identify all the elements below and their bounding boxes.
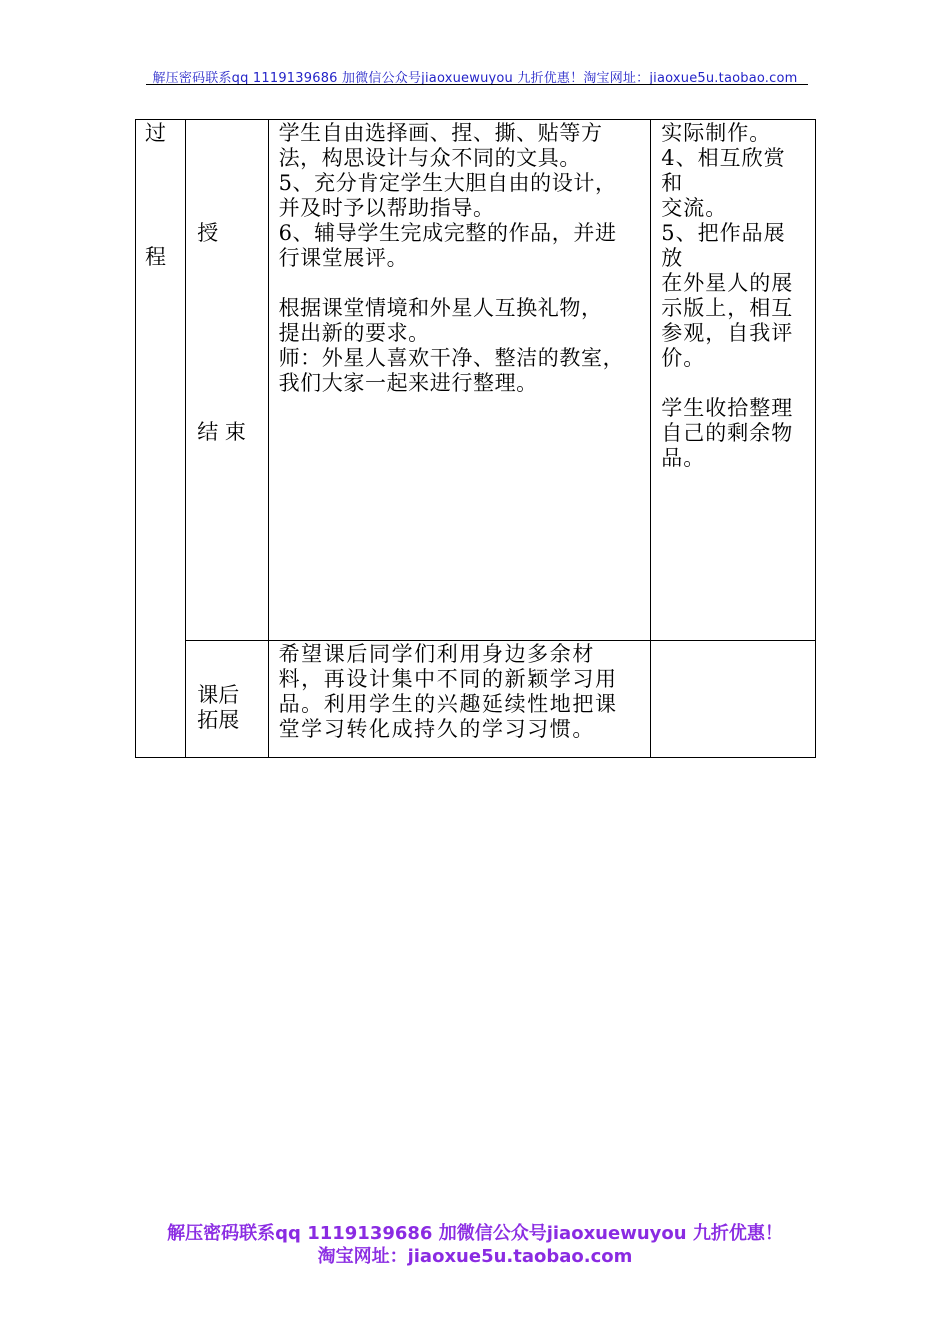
extend-activity-cell — [268, 641, 651, 758]
student-line: 价。 — [661, 346, 706, 370]
extend-line: 品。利用学生的兴趣延续性地把课 — [278, 692, 618, 716]
stage-extend-label-1: 课后 — [197, 683, 240, 707]
student-line: 交流。 — [661, 196, 728, 220]
student-line: 学生收拾整理 — [661, 396, 794, 420]
table-row-extend — [136, 641, 816, 758]
stage-extend-label-2: 拓展 — [197, 708, 240, 732]
teacher-line: 5、充分肯定学生大胆自由的设计， — [278, 171, 617, 195]
extend-line: 堂学习转化成持久的学习习惯。 — [278, 717, 595, 741]
student-line: 参观，自我评 — [661, 321, 794, 345]
teacher-line: 提出新的要求。 — [278, 321, 430, 345]
teacher-line: 根据课堂情境和外星人互换礼物， — [278, 296, 603, 320]
empty-cell — [651, 641, 816, 758]
lesson-plan-table — [135, 119, 816, 758]
student-line: 在外星人的展 — [661, 271, 794, 295]
header-watermark: 解压密码联系qq 1119139686 加微信公众号jiaoxuewuyou 九折优惠！淘宝网址：jiaoxue5u.taobao.com — [152, 71, 798, 86]
teacher-line: 学生自由选择画、捏、撕、贴等方 — [278, 121, 603, 145]
extend-line: 希望课后同学们利用身边多余材 — [278, 642, 595, 666]
footer-watermark-line1: 解压密码联系qq 1119139686 加微信公众号jiaoxuewuyou 九折优惠！ — [167, 1223, 783, 1244]
teacher-line: 并及时予以帮助指导。 — [278, 196, 495, 220]
teacher-line: 6、辅导学生完成完整的作品，并进 — [278, 221, 617, 245]
student-line: 示版上，相互 — [661, 296, 794, 320]
stage-end-label: 结 束 — [197, 420, 246, 444]
student-line: 品。 — [661, 446, 706, 470]
header-rule — [146, 84, 808, 85]
student-line: 5、把作品展放 — [661, 221, 786, 270]
teacher-activity-cell — [268, 120, 651, 641]
table-row-teach-end — [136, 120, 816, 641]
teacher-line: 法，构思设计与众不同的文具。 — [278, 146, 581, 170]
process-label-cell — [136, 120, 186, 758]
stage-cell — [186, 120, 268, 641]
stage-cell — [186, 641, 268, 758]
teacher-line: 我们大家一起来进行整理。 — [278, 371, 538, 395]
stage-teach-label: 授 — [197, 221, 219, 245]
teacher-line: 行课堂展评。 — [278, 246, 409, 270]
process-label-bottom: 程 — [145, 245, 166, 269]
student-activity-cell — [651, 120, 816, 641]
footer-watermark-line2: 淘宝网址：jiaoxue5u.taobao.com — [317, 1246, 633, 1267]
teacher-line: 师：外星人喜欢干净、整洁的教室， — [278, 346, 625, 370]
process-label-top: 过 — [145, 121, 166, 145]
student-line: 实际制作。 — [661, 121, 772, 145]
student-line: 自己的剩余物 — [661, 421, 794, 445]
student-line: 4、相互欣赏和 — [661, 146, 786, 195]
extend-line: 料，再设计集中不同的新颖学习用 — [278, 667, 618, 691]
